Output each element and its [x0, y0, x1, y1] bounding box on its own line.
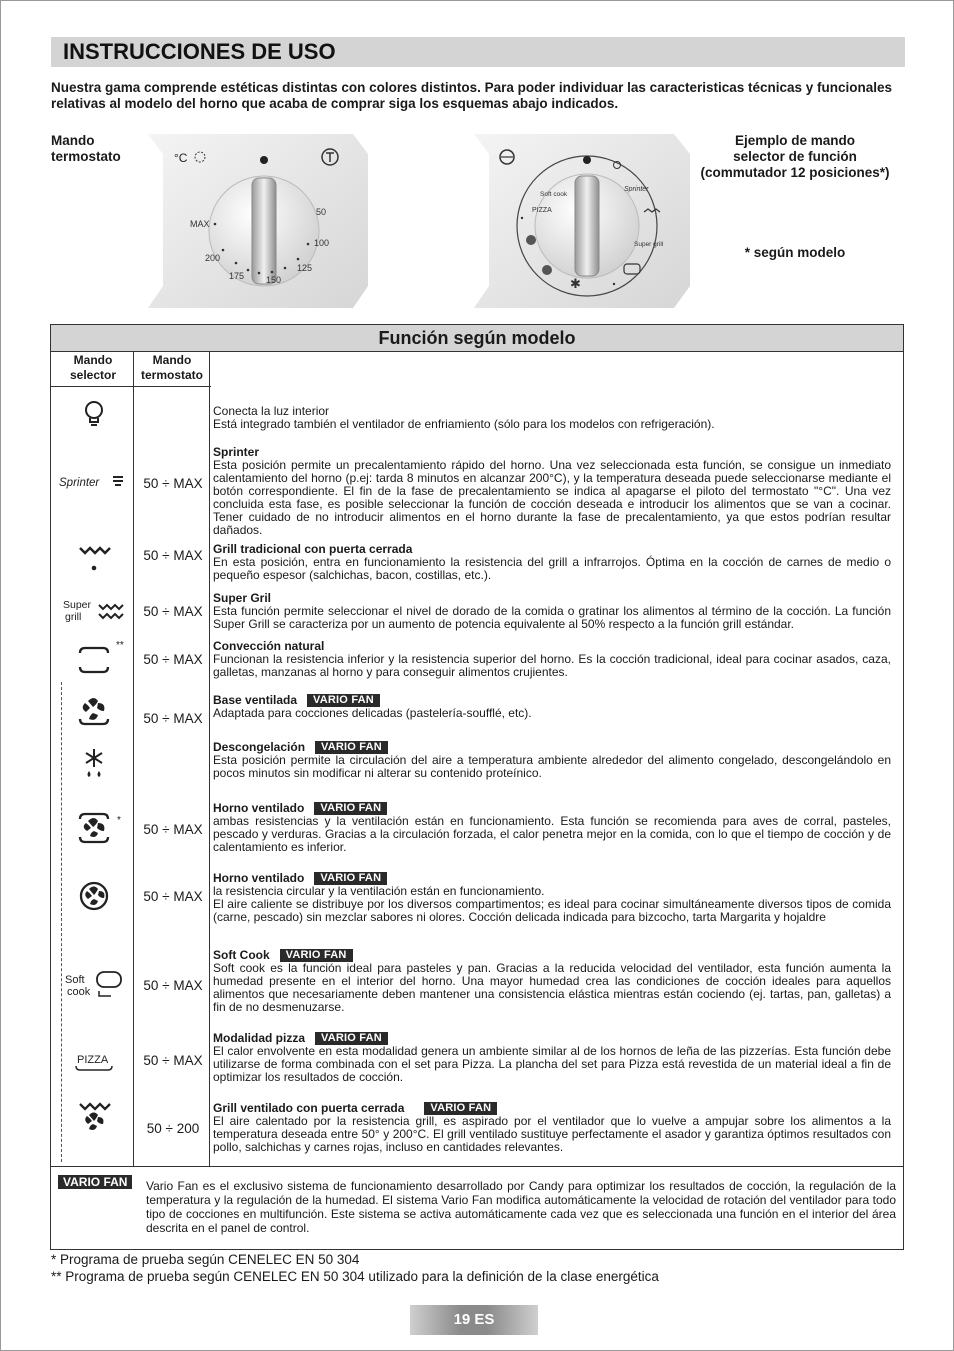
- row-title: Horno ventilado: [213, 871, 305, 885]
- row-text: El calor envolvente en esta modalidad genera un ambiente similar al de los hornos de leña de las pizzerías. Esta función debe utilizarse de forma combinada con el set para Pizza. La plancha del set para Pizza está revestida de un material ideal a fin de optimizar los resultados de cocción.: [213, 1044, 891, 1084]
- pizza-icon: [71, 1043, 117, 1077]
- row-mark: **: [116, 640, 124, 651]
- selector-pizza: PIZZA: [532, 207, 552, 214]
- sprinter-icon: [57, 465, 127, 499]
- fan-bottom-icon: [71, 693, 117, 727]
- row-temp: 50 ÷ MAX: [143, 604, 203, 619]
- super-grill-icon: [61, 593, 127, 627]
- circular-fan-icon: [71, 879, 117, 913]
- row-text: Esta posición permite un precalentamiento rápido del horno. Una vez seleccionada esta función, se consigue un inmediato calentamiento del horno (p.ej: tarda 8 minutos en alcanzar 200°C), y la temperatura deseada puede seleccionarse mediante el botón correspondiente. El fin de la fase de precalentamiento se indica al apagarse el piloto del termostato "°C". Una vez concluida esta fase, es posible seleccionar la función de cocción deseada e introducir los alimentos que se van a cocinar. Tener cuidado de no introducir alimentos en el horno durante la fase de precalentamiento, ya que estos podrían resultar dañados.: [213, 458, 891, 537]
- row-title: Soft Cook: [213, 948, 270, 962]
- row-title: Sprinter: [213, 445, 260, 459]
- conventional-icon: [71, 643, 117, 677]
- col-header-selector-line-2: selector: [69, 368, 117, 382]
- svg-text:Super: Super: [63, 599, 92, 611]
- col-header-selector: [55, 353, 131, 383]
- vario-fan-note: Vario Fan es el exclusivo sistema de funcionamiento desarrollado por Candy para optimizar los resultados de cocción, la regulación de la temperatura y la regulación de la humedad. El sistema Vario Fan modifica automáticamente la velocidad de rotación del ventilador para todo tipo de cocciones en multifunción. Este sistema se activa automáticamente cada vez que es seleccionada una función en el interior del área descrita en el panel de control.: [146, 1179, 896, 1235]
- scale-200: 200: [205, 253, 221, 263]
- table-row: [213, 543, 891, 582]
- vario-fan-badge: VARIO FAN: [314, 802, 387, 815]
- table-row: [213, 1102, 891, 1154]
- table-row: [213, 640, 891, 679]
- col-header-selector-line-1: Mando: [73, 353, 113, 367]
- selector-super-grill: Super grill: [634, 241, 664, 248]
- svg-text:✱: ✱: [570, 276, 581, 291]
- segun-modelo-note: * según modelo: [744, 245, 846, 260]
- scale-175: 175: [229, 271, 245, 281]
- row-title: Convección natural: [213, 639, 325, 653]
- row-text: la resistencia circular y la ventilación están en funcionamiento. El aire caliente se distribuye por los diversos compartimentos; es ideal para cocinar simultáneamente diversos tipos de comida (carne, pescado) sin mezclar sabores ni olores. Cocción delicada indicada para bizcocho, tarta Margarita y hojaldre: [213, 884, 891, 924]
- selector-sprinter: Sprinter: [624, 186, 649, 193]
- page-number: 19 ES: [410, 1305, 538, 1335]
- row-title: Modalidad pizza: [213, 1031, 306, 1045]
- row-temp: 50 ÷ MAX: [143, 978, 203, 993]
- thermostat-label-line-1: Mando: [51, 133, 95, 148]
- footnote-2: ** Programa de prueba según CENELEC EN 50 304 utilizado para la definición de la clase energética: [51, 1269, 659, 1284]
- vario-fan-badge: VARIO FAN: [315, 1032, 388, 1045]
- celsius-label: °C: [174, 151, 188, 165]
- vario-fan-badge: VARIO FAN: [280, 949, 353, 962]
- row-temp: 50 ÷ MAX: [143, 548, 203, 563]
- table-row: [213, 405, 891, 431]
- scale-max: MAX: [190, 219, 210, 229]
- selector-knob-panel: [474, 134, 690, 308]
- scale-125: 125: [297, 263, 313, 273]
- row-temp: 50 ÷ 200: [146, 1121, 200, 1136]
- selector-label: [690, 133, 900, 181]
- svg-text:Sprinter: Sprinter: [59, 477, 100, 489]
- row-text: Soft cook es la función ideal para pasteles y pan. Gracias a la reducida velocidad del ventilador, esta función aumenta la humedad presente en el interior del horno. Una mayor humedad crea las condiciones de cocción ideales para aquellos alimentos que necesariamente deben mantener una consistencia elástica mientras están cociendo (ej. tartas, pan, galletas) a fin de no desmenuzarse.: [213, 961, 891, 1014]
- fan-top-bottom-icon: [71, 811, 117, 845]
- row-text: En esta posición, entra en funcionamiento la resistencia del grill a infrarrojos. Óptima en la cocción de carnes de medio o pequeño espesor (salchichas, bacon, costillas, etc.).: [213, 555, 891, 582]
- lamp-icon: [71, 397, 117, 431]
- row-mark: *: [117, 815, 121, 826]
- vario-fan-badge: VARIO FAN: [315, 741, 388, 754]
- row-text: Adaptada para cocciones delicadas (pastelería-soufflé, etc).: [213, 706, 532, 720]
- thermostat-label-line-2: termostato: [51, 149, 121, 164]
- function-table: [50, 324, 904, 1250]
- thermostat-knob-panel: [148, 134, 368, 308]
- intro-text: Nuestra gama comprende estéticas distintas con colores distintos. Para poder individuar las caracteristicas técnicas y funcionales relativas al modelo del horno que acaba de comprar siga los esquemas abajo indicados.: [51, 80, 893, 111]
- row-text: El aire calentado por la resistencia grill, es aspirado por el ventilador que lo vuelve a ampujar sobre los alimentos a la temperatura deseada entre 50° y 200°C. El grill ventilado sustituye perfectamente el asador y garantiza óptimos resultados con pollo, salchichas y carnes rojas, incluso en cantidades relevantes.: [213, 1114, 891, 1154]
- table-row: [213, 741, 891, 780]
- vario-fan-note-badge: VARIO FAN: [58, 1175, 132, 1189]
- row-text: Funcionan la resistencia inferior y la resistencia superior del horno. Es la cocción tradicional, ideal para cocinar asados, caza, galletas, manzanas al horno y para conseguir alimentos crujientes.: [213, 652, 891, 679]
- table-title: Función según modelo: [51, 325, 903, 352]
- page-title: INSTRUCCIONES DE USO: [63, 39, 336, 64]
- row-text: Esta función permite seleccionar el nivel de dorado de la comida o gratinar los alimentos al término de la cocción. La función Super Grill se caracteriza por un aumento de potencia equivalente al 50% respecto a la función grill estándar.: [213, 604, 891, 631]
- pizza-icon-label: PIZZA: [77, 1054, 109, 1066]
- selector-label-line-3: (commutador 12 posiciones*): [700, 165, 890, 180]
- col-header-thermostat-line-1: Mando: [152, 353, 192, 367]
- row-title: Horno ventilado: [213, 801, 305, 815]
- row-title: Grill ventilado con puerta cerrada: [213, 1101, 405, 1115]
- footnote-1: * Programa de prueba según CENELEC EN 50 304: [51, 1252, 360, 1267]
- thermostat-label: [51, 133, 121, 165]
- svg-text:cook: cook: [67, 986, 91, 998]
- row-temp: 50 ÷ MAX: [143, 822, 203, 837]
- vario-fan-badge: VARIO FAN: [307, 694, 380, 707]
- row-temp: 50 ÷ MAX: [143, 711, 203, 726]
- svg-text:Soft: Soft: [65, 974, 85, 986]
- table-row: [213, 694, 891, 720]
- row-temp: 50 ÷ MAX: [143, 889, 203, 904]
- row-temp: 50 ÷ MAX: [143, 476, 203, 491]
- soft-cook-icon: [61, 967, 127, 1001]
- grill-icon: [71, 540, 117, 574]
- table-row: [213, 446, 891, 537]
- row-text: ambas resistencias y la ventilación están en funcionamiento. Esta función se recomienda para aves de corral, pasteles, pescado y verduras. Gracias a la circulación forzada, el calor penetra mejor en la comida, con lo que el tiempo de cocción y de calentamiento es inferior.: [213, 814, 891, 854]
- title-bar: [51, 37, 905, 67]
- table-row: [213, 949, 891, 1014]
- scale-50: 50: [316, 207, 327, 217]
- table-row: [213, 1032, 891, 1084]
- row-text: Esta posición permite la circulación del aire a temperatura ambiente alrededor del alimento congelado, descongelándolo en pocos minutos sin modificar ni alterar su contenido proteínico.: [213, 753, 891, 780]
- row-title: Base ventilada: [213, 693, 298, 707]
- selector-label-line-1: Ejemplo de mando: [734, 133, 856, 148]
- selector-soft-cook: Soft cook: [540, 191, 568, 198]
- col-header-thermostat: [135, 353, 209, 383]
- row-title: Grill tradicional con puerta cerrada: [213, 542, 413, 556]
- row-title: Super Gril: [213, 591, 272, 605]
- vario-fan-badge: VARIO FAN: [424, 1102, 497, 1115]
- table-row: [213, 802, 891, 854]
- table-row: [213, 592, 891, 631]
- row-temp: 50 ÷ MAX: [143, 1053, 203, 1068]
- row-text: Conecta la luz interior Está integrado también el ventilador de enfriamiento (sólo para los modelos con refrigeración).: [213, 404, 715, 431]
- vario-fan-badge: VARIO FAN: [314, 872, 387, 885]
- row-title: Descongelación: [213, 740, 306, 754]
- table-row: [213, 872, 891, 924]
- scale-100: 100: [314, 238, 330, 248]
- fan-grill-icon: [71, 1099, 117, 1133]
- scale-150: 150: [266, 275, 282, 285]
- svg-text:grill: grill: [65, 611, 82, 623]
- selector-label-line-2: selector de función: [733, 149, 857, 164]
- row-temp: 50 ÷ MAX: [143, 652, 203, 667]
- defrost-icon: [71, 747, 117, 781]
- col-header-thermostat-line-2: termostato: [140, 368, 203, 382]
